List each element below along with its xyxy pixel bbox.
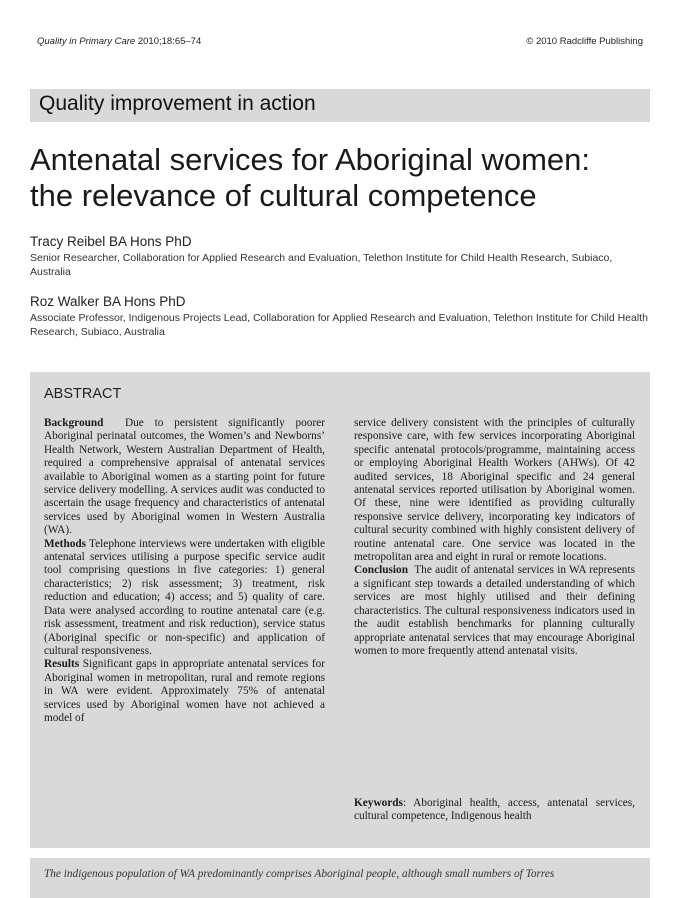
article-title	[30, 142, 660, 214]
abstract-column-right	[354, 417, 635, 658]
abstract-heading: ABSTRACT	[44, 386, 122, 402]
section-title: Quality improvement in action	[39, 92, 316, 115]
results-label: Results	[44, 658, 80, 671]
methods-text: Telephone interviews were undertaken with eligible antenatal services utilising a purpose specific service audit tool comprising questions in five categories: 1) general characteristics; 2) risk assessment; 3) treatment, risk reduction and education; 4) access; and 5) quality of care. Data were analysed according to routine antenatal care (e.g. risk assessment, treatment and risk reduction), service status (Aboriginal specific or non-specific) and application of cultural responsiveness.	[44, 537, 325, 657]
keywords-text: : Aboriginal health, access, antenatal services, cultural competence, Indigenous health	[354, 797, 635, 823]
author-block	[30, 234, 650, 279]
author-name: Roz Walker BA Hons PhD	[30, 294, 186, 309]
conclusion-text: The audit of antenatal services in WA represents a significant step towards a detailed understanding of which services are most highly utilised and their defining characteristics. The cultural responsiveness indicators used in the audit establish benchmarks for planning culturally appropriate antenatal services that may encourage Aboriginal women to more frequently attend antenatal visits.	[354, 564, 635, 657]
title-line-2: the relevance of cultural competence	[30, 178, 537, 213]
background-label: Background	[44, 417, 104, 429]
conclusion-label: Conclusion	[354, 564, 408, 577]
abstract-background	[44, 417, 325, 538]
author-affiliation: Senior Researcher, Collaboration for Applied Research and Evaluation, Telethon Institute for Child Health Research, Subiaco, Australia	[30, 252, 613, 278]
intro-box	[30, 858, 650, 898]
abstract-results	[44, 658, 325, 725]
title-line-1: Antenatal services for Aboriginal women:	[30, 142, 591, 177]
journal-volume: 2010;18:65–74	[135, 36, 202, 47]
author-block	[30, 294, 650, 339]
abstract-box	[30, 372, 650, 848]
intro-text: The indigenous population of WA predominantly comprises Aboriginal people, although small numbers of Torres	[44, 868, 555, 880]
keywords-label: Keywords	[354, 797, 403, 809]
abstract-keywords	[354, 797, 635, 824]
results-text: Significant gaps in appropriate antenatal services for Aboriginal women in metropolitan, rural and remote regions in WA were evident. Approximately 75% of antenatal services used by Aboriginal women have not achieved a model of	[44, 658, 325, 724]
author-affiliation: Associate Professor, Indigenous Projects Lead, Collaboration for Applied Research and Evaluation, Telethon Institute for Child Health Research, Subiaco, Australia	[30, 312, 648, 338]
copyright-notice: © 2010 Radcliffe Publishing	[526, 36, 643, 47]
abstract-conclusion	[354, 564, 635, 658]
journal-name: Quality in Primary Care	[37, 36, 136, 47]
author-name: Tracy Reibel BA Hons PhD	[30, 234, 192, 249]
section-band	[30, 89, 650, 122]
abstract-column-left	[44, 417, 325, 725]
background-text: Due to persistent significantly poorer Aboriginal perinatal outcomes, the Women’s and Newborns’ Health Network, Western Australian Department of Health, required a comprehensive appraisal of antenatal services available to Aboriginal women as a starting point for future service delivery modelling. A services audit was conducted to ascertain the usage frequency and characteristics of antenatal services used by Aboriginal women in Western Australia (WA).	[44, 417, 325, 537]
methods-label: Methods	[44, 537, 87, 550]
running-header-citation	[37, 36, 201, 47]
abstract-methods	[44, 538, 325, 659]
abstract-results-continued: service delivery consistent with the principles of culturally responsive care, with few services incorporating Aboriginal specific antenatal protocols/programme, maintaining access or employing Aboriginal Health Workers (AHWs). Of 42 audited services, 18 Aboriginal specific and 24 general antenatal services reported utilisation by Aboriginal women. Of these, nine were identified as providing culturally responsive service delivery, incorporating key indicators of cultural security combined with highly consistent delivery of routine antenatal care. One service was located in the metropolitan area and eight in rural or remote locations.	[354, 417, 635, 564]
